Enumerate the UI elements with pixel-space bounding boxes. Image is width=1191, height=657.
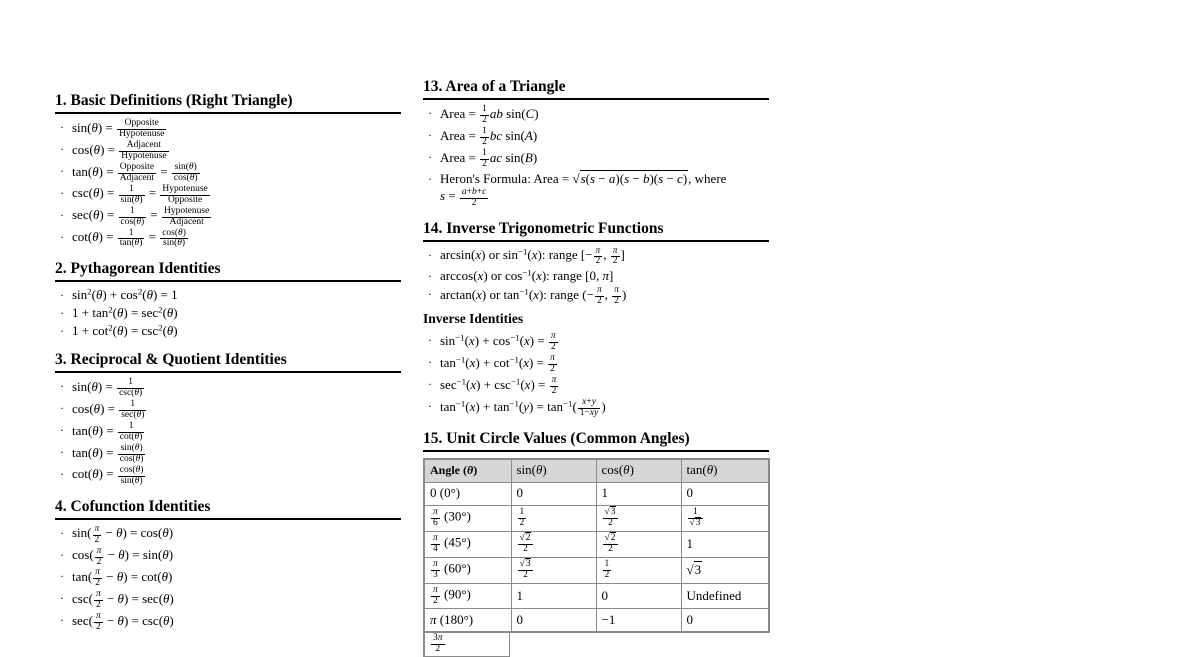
section-heading: 2. Pythagorean Identities xyxy=(55,260,221,278)
fraction: $\frac{1}{2}$ xyxy=(604,558,610,580)
formula-item xyxy=(423,268,769,285)
section xyxy=(423,78,769,209)
table-cell: $\frac{\pi}{2}$ (90°) xyxy=(424,583,511,609)
table-cell xyxy=(681,557,769,583)
section-heading: 14. Inverse Trigonometric Functions xyxy=(423,219,664,237)
fraction: $\frac{\cos(\theta)}{\sin(\theta)}$ xyxy=(119,464,144,486)
formula-text: sec(θ) = $\frac{1}{\cos(\theta)}$ = Hypotenuse Adjacent xyxy=(72,207,212,222)
formula-item xyxy=(55,305,401,322)
formula-text: cos(θ) = 1 sec(θ) xyxy=(72,401,147,416)
bullet-dot: · xyxy=(428,355,432,370)
heading-rule xyxy=(55,371,401,373)
bullet-dot: · xyxy=(60,422,64,437)
bullet-dot: · xyxy=(60,547,64,562)
section xyxy=(55,260,401,340)
table-cell xyxy=(511,557,596,583)
table-cell: $\frac{\pi}{3}$ (60°) xyxy=(424,557,511,583)
formula-item xyxy=(55,378,401,399)
formula-text: tan(θ) = Opposite Adjacent = $\frac{\sin(\theta)}{\cos(\theta)}$ xyxy=(72,164,201,179)
table-row xyxy=(424,609,769,633)
sqrt-radical: √2 xyxy=(519,532,531,543)
fraction: $\frac{\sin(\theta)}{\cos(\theta)}$ xyxy=(173,161,198,183)
fraction: $\frac{\pi}{2}$ xyxy=(94,523,100,545)
bullet-dot: · xyxy=(428,149,432,164)
bullet-dot: · xyxy=(60,207,64,222)
fraction: Opposite Hypotenuse xyxy=(119,118,165,139)
fraction: $\frac{\pi}{2}$ xyxy=(595,245,601,267)
section-heading: 13. Area of a Triangle xyxy=(423,78,566,95)
formula-item xyxy=(55,568,401,589)
formula-item xyxy=(55,444,401,465)
table-cell xyxy=(681,505,769,531)
sqrt-radical: √3 xyxy=(519,558,531,569)
table-cell: $\frac{\pi}{6}$ (30°) xyxy=(424,505,511,531)
bullet-dot: · xyxy=(60,525,64,540)
sqrt-radical: √3 xyxy=(689,517,701,528)
fraction: $\frac{\pi}{2}$ xyxy=(95,567,100,589)
fraction: $\frac{1}{√3}$ xyxy=(687,508,705,529)
bullet-dot: · xyxy=(60,288,64,303)
bullet-dot: · xyxy=(60,141,64,156)
formula-item xyxy=(423,332,769,353)
formula-item xyxy=(55,185,401,206)
table-cell xyxy=(596,557,681,583)
formula-list xyxy=(423,105,769,209)
table-row xyxy=(424,482,769,505)
fraction: Hypotenuse Opposite xyxy=(162,183,208,205)
table-cell: 0 (0°) xyxy=(424,482,511,505)
section xyxy=(55,92,401,249)
section xyxy=(55,351,401,487)
fraction: $\frac{√2}{2}$ xyxy=(517,534,535,555)
unit-circle-values xyxy=(423,458,770,634)
formula-item xyxy=(423,398,769,419)
formula-text: $\tan^{-1}(x) + \cot^{-1}(x)$ = $\frac{\pi}{2}$ xyxy=(440,355,558,370)
fraction: $\frac{\pi}{2}$ xyxy=(433,584,438,606)
formula-text: Area = $\frac{1}{2}$ ac sin(B) xyxy=(440,147,538,169)
fraction: $\frac{\sin(\theta)}{\cos(\theta)}$ xyxy=(119,442,144,464)
fraction: $\frac{√3}{2}$ xyxy=(602,508,620,529)
fraction: Adjacent Hypotenuse xyxy=(121,139,167,161)
formula-item xyxy=(423,376,769,397)
formula-text: tan(θ) = $\frac{1}{\cot(\theta)}$ xyxy=(72,423,145,438)
bullet-dot: · xyxy=(60,306,64,321)
right-column xyxy=(423,78,769,657)
formula-text: Area = $\frac{1}{2}$ ab sin(C) xyxy=(440,104,539,125)
formula-item xyxy=(423,286,769,307)
table-cell xyxy=(511,505,596,531)
fraction: $\frac{3\pi}{2}$ xyxy=(433,633,443,655)
fraction: $\frac{1}{2}$ xyxy=(482,125,487,147)
formula-list xyxy=(55,378,401,487)
formula-item xyxy=(423,127,769,148)
fraction: Hypotenuse Adjacent xyxy=(164,205,210,227)
fraction: $\frac{\pi}{2}$ xyxy=(550,331,556,353)
fraction: $\frac{√3}{2}$ xyxy=(517,560,535,581)
table-row xyxy=(424,583,769,609)
bullet-dot: · xyxy=(60,466,64,481)
table-cell: 1 xyxy=(681,531,769,557)
formula-item xyxy=(423,354,769,375)
formula-text: $1 + \cot^2(\theta) = \csc^2(\theta)$ xyxy=(72,322,178,339)
formula-text: Area = $\frac{1}{2}$ bc sin(A) xyxy=(440,125,538,147)
formula-text: $\sec^{-1}(x) + \csc^{-1}(x)$ = $\frac{\pi}{2}$ xyxy=(440,377,559,392)
formula-item xyxy=(55,612,401,633)
fraction: $\frac{\pi}{2}$ xyxy=(96,545,102,567)
fraction: 1 sec(θ) xyxy=(121,399,145,420)
bullet-dot: · xyxy=(428,398,432,413)
table-cell xyxy=(596,505,681,531)
table-cell: 1 xyxy=(596,482,681,505)
bullet-dot: · xyxy=(60,379,64,394)
sqrt-radical: √3 xyxy=(686,561,702,577)
fraction: $\frac{\pi}{2}$ xyxy=(612,245,618,267)
fraction: $\frac{\pi}{4}$ xyxy=(433,532,438,554)
fraction: $\frac{1}{\sin(\theta)}$ xyxy=(120,183,143,205)
fraction: $\frac{\pi}{6}$ xyxy=(433,506,438,528)
formula-item xyxy=(55,400,401,421)
left-column xyxy=(55,92,401,634)
fraction: $\frac{\pi}{3}$ xyxy=(433,558,438,580)
column-header: tan(θ) xyxy=(681,459,769,483)
formula-item xyxy=(55,207,401,228)
section xyxy=(423,220,769,419)
formula-text: cos( $\frac{\pi}{2}$ − θ) = sin(θ) xyxy=(72,545,174,567)
sqrt-radical: √3 xyxy=(604,506,616,517)
subsection-heading: Inverse Identities xyxy=(423,311,524,327)
fraction: 1 csc(θ) xyxy=(119,377,143,399)
bullet-dot: · xyxy=(428,106,432,120)
table-cell: 1 xyxy=(511,583,596,609)
formula-text: cot(θ) = $\frac{\cos(\theta)}{\sin(\theta)}$ xyxy=(72,466,146,481)
table-row xyxy=(424,505,769,531)
column-header: Angle (θ) xyxy=(424,459,511,483)
bullet-dot: · xyxy=(60,591,64,606)
formula-item xyxy=(423,105,769,126)
formula-text: $\sin^{-1}(x) + \cos^{-1}(x)$ = $\frac{\pi}{2}$ xyxy=(440,333,559,348)
bullet-dot: · xyxy=(60,324,64,339)
formula-list xyxy=(55,287,401,340)
formula-text: $\tan^{-1}(x) + \tan^{-1}(y) = \tan^{-1}$( $\frac{x+y}{1-xy}$ ) xyxy=(440,396,606,418)
formula-text: tan(θ) = $\frac{\sin(\theta)}{\cos(\theta)}$ xyxy=(72,445,146,460)
fraction: $\frac{√2}{2}$ xyxy=(602,534,620,555)
formula-text: sin(θ) = Opposite Hypotenuse xyxy=(72,120,167,135)
column-header: cos(θ) xyxy=(596,459,681,483)
table-row xyxy=(424,557,769,583)
formula-item xyxy=(423,171,769,209)
formula-item xyxy=(55,466,401,487)
bullet-dot: · xyxy=(60,229,64,244)
fraction: $\frac{\cos(\theta)}{\sin(\theta)}$ xyxy=(162,227,186,249)
formula-text: csc(θ) = $\frac{1}{\sin(\theta)}$ = Hypotenuse Opposite xyxy=(72,185,211,200)
fraction: $\frac{1}{\cot(\theta)}$ xyxy=(119,420,143,442)
sqrt-radical: √s(s − a)(s − b)(s − c) xyxy=(572,170,688,186)
formula-text: cos(θ) = Adjacent Hypotenuse xyxy=(72,142,170,157)
formula-item xyxy=(423,149,769,170)
bullet-dot: · xyxy=(60,120,64,134)
section-heading: 3. Reciprocal & Quotient Identities xyxy=(55,351,287,369)
heading-rule xyxy=(55,280,401,282)
heading-rule xyxy=(55,518,401,520)
bullet-dot: · xyxy=(428,127,432,142)
sqrt-radical: √2 xyxy=(604,532,616,543)
fraction: $\frac{1}{2}$ xyxy=(482,104,487,125)
heading-rule xyxy=(423,240,769,242)
formula-text: sin( $\frac{\pi}{2}$ − θ) = cos(θ) xyxy=(72,523,174,545)
bullet-dot: · xyxy=(428,333,432,348)
formula-item xyxy=(55,141,401,162)
bullet-dot: · xyxy=(428,171,432,186)
fraction: $\frac{1}{\cos(\theta)}$ xyxy=(120,205,145,227)
fraction: $\frac{\pi}{2}$ xyxy=(95,611,101,633)
table-cell: π (180°) xyxy=(424,609,511,633)
bullet-dot: · xyxy=(60,163,64,178)
fraction: $\frac{a+b+c}{2}$ xyxy=(461,186,487,208)
fraction: $\frac{\pi}{2}$ xyxy=(550,353,555,375)
formula-item xyxy=(55,229,401,250)
section xyxy=(55,498,401,634)
table-cell: 0 xyxy=(681,609,769,633)
table-cell: 0 xyxy=(596,583,681,609)
table-header-row xyxy=(424,459,769,483)
section-heading: 15. Unit Circle Values (Common Angles) xyxy=(423,429,690,447)
formula-list xyxy=(55,525,401,634)
formula-item xyxy=(55,323,401,340)
fraction: $\frac{1}{2}$ xyxy=(519,506,525,528)
table-cell: $\frac{\pi}{4}$ (45°) xyxy=(424,531,511,557)
formula-text: arctan(x) or $\tan^{-1}(x)$: range (− $\frac{\pi}{2}$ , $\frac{\pi}{2}$ ) xyxy=(440,285,627,307)
fraction: $\frac{x+y}{1-xy}$ xyxy=(579,396,599,418)
section-heading: 1. Basic Definitions (Right Triangle) xyxy=(55,92,293,109)
formula-text: Heron's Formula: Area = √s(s − a)(s − b)(s − c), where s = $\frac{a+b+c}{2}$ xyxy=(440,170,727,208)
formula-item xyxy=(55,422,401,443)
table-cell: −1 xyxy=(596,609,681,633)
formula-item xyxy=(55,525,401,546)
formula-text: sin(θ) = 1 csc(θ) xyxy=(72,379,145,394)
bullet-dot: · xyxy=(60,185,64,200)
formula-text: tan( $\frac{\pi}{2}$ − θ) = cot(θ) xyxy=(72,567,173,589)
formula-list xyxy=(423,332,769,419)
table-cell xyxy=(596,531,681,557)
fraction: $\frac{\pi}{2}$ xyxy=(551,375,557,396)
fraction: $\frac{\pi}{2}$ xyxy=(614,285,619,307)
bullet-dot: · xyxy=(428,377,432,392)
formula-text: cot(θ) = $\frac{1}{\tan(\theta)}$ = $\frac{\cos(\theta)}{\sin(\theta)}$ xyxy=(72,229,189,244)
overflow-cell xyxy=(423,633,510,657)
bullet-dot: · xyxy=(60,613,64,628)
fraction: $\frac{1}{2}$ xyxy=(482,147,487,169)
unit-circle-table xyxy=(423,458,769,657)
bullet-dot: · xyxy=(428,269,432,284)
formula-item xyxy=(55,590,401,611)
formula-text: sec( $\frac{\pi}{2}$ − θ) = csc(θ) xyxy=(72,611,174,633)
fraction: $\frac{1}{\tan(\theta)}$ xyxy=(119,227,143,249)
table-cell: 0 xyxy=(511,482,596,505)
heading-rule xyxy=(423,98,769,100)
fraction: $\frac{\pi}{2}$ xyxy=(596,285,602,307)
formula-text: arccos(x) or $\cos^{-1}(x)$: range [0, π] xyxy=(440,268,614,284)
formula-item xyxy=(423,247,769,268)
formula-text: arcsin(x) or $\sin^{-1}(x)$: range [− $\frac{\pi}{2}$ , $\frac{\pi}{2}$ ] xyxy=(440,245,625,267)
formula-text: $\sin^2(\theta) + \cos^2(\theta) = 1$ xyxy=(72,287,178,303)
bullet-dot: · xyxy=(60,444,64,459)
table-cell: Undefined xyxy=(681,583,769,609)
section xyxy=(423,430,769,657)
formula-list xyxy=(423,247,769,308)
formula-item xyxy=(55,547,401,568)
bullet-dot: · xyxy=(60,401,64,416)
section-heading: 4. Cofunction Identities xyxy=(55,497,211,515)
table-cell xyxy=(511,531,596,557)
column-header: sin(θ) xyxy=(511,459,596,483)
table-cell: 0 xyxy=(511,609,596,633)
formula-item xyxy=(55,287,401,304)
formula-list xyxy=(55,119,401,249)
formula-text: $1 + \tan^2(\theta) = \sec^2(\theta)$ xyxy=(72,304,178,321)
bullet-dot: · xyxy=(60,569,64,584)
fraction: Opposite Adjacent xyxy=(119,161,155,183)
formula-item xyxy=(55,119,401,140)
heading-rule xyxy=(55,112,401,114)
table-cell: 0 xyxy=(681,482,769,505)
bullet-dot: · xyxy=(428,287,432,302)
formula-text: csc( $\frac{\pi}{2}$ − θ) = sec(θ) xyxy=(72,589,174,611)
formula-item xyxy=(55,163,401,184)
fraction: $\frac{\pi}{2}$ xyxy=(95,589,101,611)
table-row xyxy=(424,531,769,557)
bullet-dot: · xyxy=(428,247,432,262)
heading-rule xyxy=(423,450,769,452)
